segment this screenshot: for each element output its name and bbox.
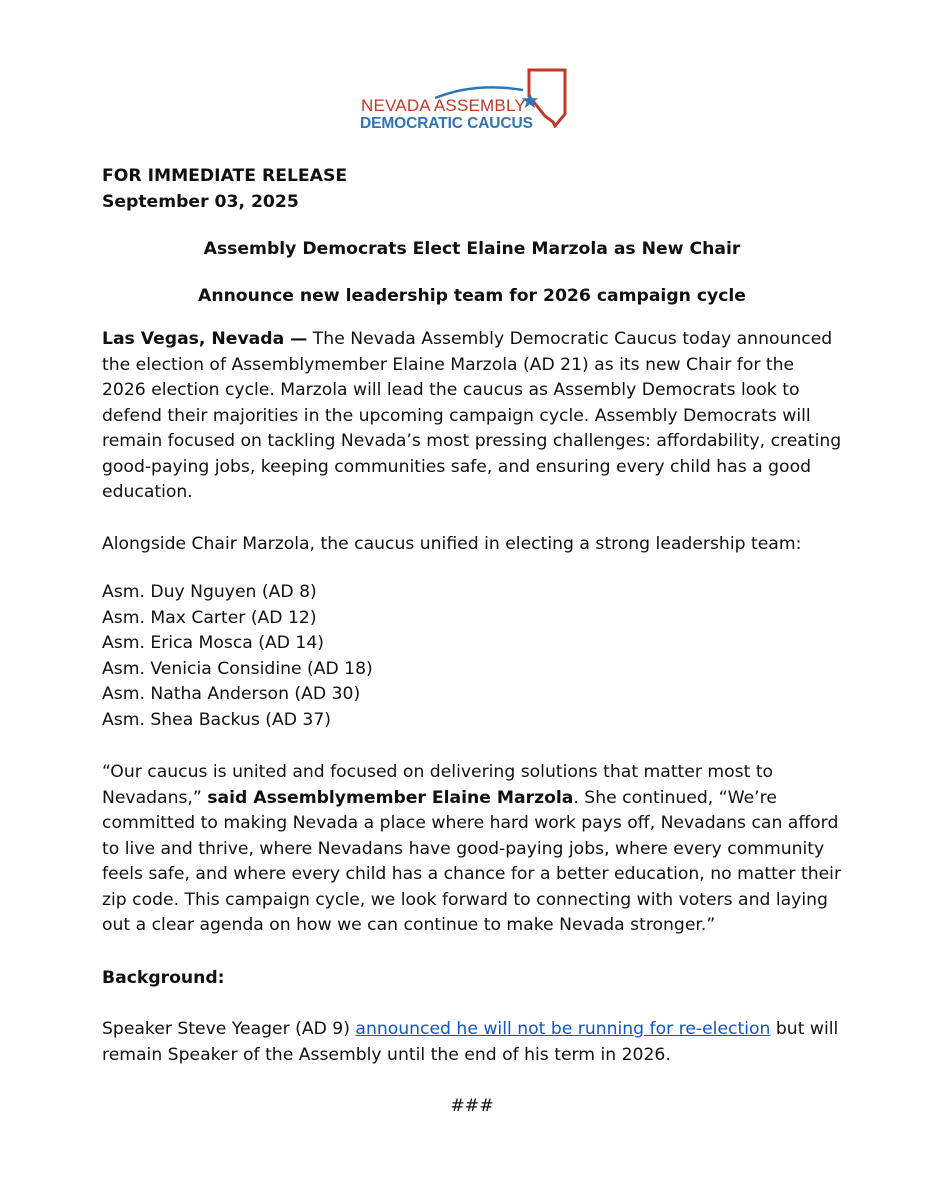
logo-line-2: DEMOCRATIC CAUCUS <box>360 115 533 132</box>
star-icon: ★ <box>520 89 540 114</box>
lede-text: The Nevada Assembly Democratic Caucus today announced the election of Assemblymember Elaine Marzola (AD 21) as its new Chair for the 2026 election cycle. Marzola will lead the caucus as Assembly Democrats look to defend their majorities in the upcoming campaign cycle. Assembly Democrats will remain focused on tackling Nevada’s most pressing challenges: affordability, creating good-paying jobs, keeping communities safe, and ensuring every child has a good education. <box>102 329 842 502</box>
background-before: Speaker Steve Yeager (AD 9) <box>102 1019 356 1039</box>
list-item: Asm. Venicia Considine (AD 18) <box>102 658 373 679</box>
list-item: Asm. Natha Anderson (AD 30) <box>102 684 361 704</box>
background-heading: Background: <box>102 967 225 988</box>
list-item: Asm. Duy Nguyen (AD 8) <box>102 582 317 602</box>
subheadline: Announce new leadership team for 2026 campaign cycle <box>198 285 746 306</box>
list-item: Asm. Shea Backus (AD 37) <box>102 709 332 730</box>
release-date: September 03, 2025 <box>102 191 299 212</box>
leadership-list <box>102 580 842 733</box>
release-label: FOR IMMEDIATE RELEASE <box>102 166 348 186</box>
quote-paragraph <box>102 760 842 939</box>
headline: Assembly Democrats Elect Elaine Marzola as New Chair <box>203 239 741 259</box>
reelection-link[interactable]: announced he will not be running for re-election <box>355 1019 771 1039</box>
quote-part-2: . She continued, “We’re committed to making Nevada a place where hard work pays off, Nevadans can afford to live and thrive, where Nevadans have good-paying jobs, where every community feels safe, and where every child has a chance for a better education, no matter their zip code. This campaign cycle, we look forward to connecting with voters and laying out a clear agenda on how we can continue to make Nevada stronger.” <box>102 787 842 935</box>
quote-attribution: said Assemblymember Elaine Marzola <box>207 787 574 808</box>
list-item: Asm. Erica Mosca (AD 14) <box>102 633 325 653</box>
release-body <box>102 164 842 1120</box>
team-intro: Alongside Chair Marzola, the caucus unified in electing a strong leadership team: <box>102 533 802 554</box>
lede-paragraph <box>102 327 842 506</box>
background-paragraph <box>102 1017 842 1068</box>
quote-part-1: “Our caucus is united and focused on delivering solutions that matter most to Nevadans,” <box>102 762 774 808</box>
end-mark: ### <box>450 1096 494 1116</box>
caucus-logo <box>355 66 585 136</box>
logo-line-1: NEVADA ASSEMBLY <box>361 96 526 115</box>
list-item: Asm. Max Carter (AD 12) <box>102 607 317 628</box>
background-after: but will remain Speaker of the Assembly until the end of his term in 2026. <box>102 1019 839 1065</box>
dateline: Las Vegas, Nevada — <box>102 329 308 349</box>
